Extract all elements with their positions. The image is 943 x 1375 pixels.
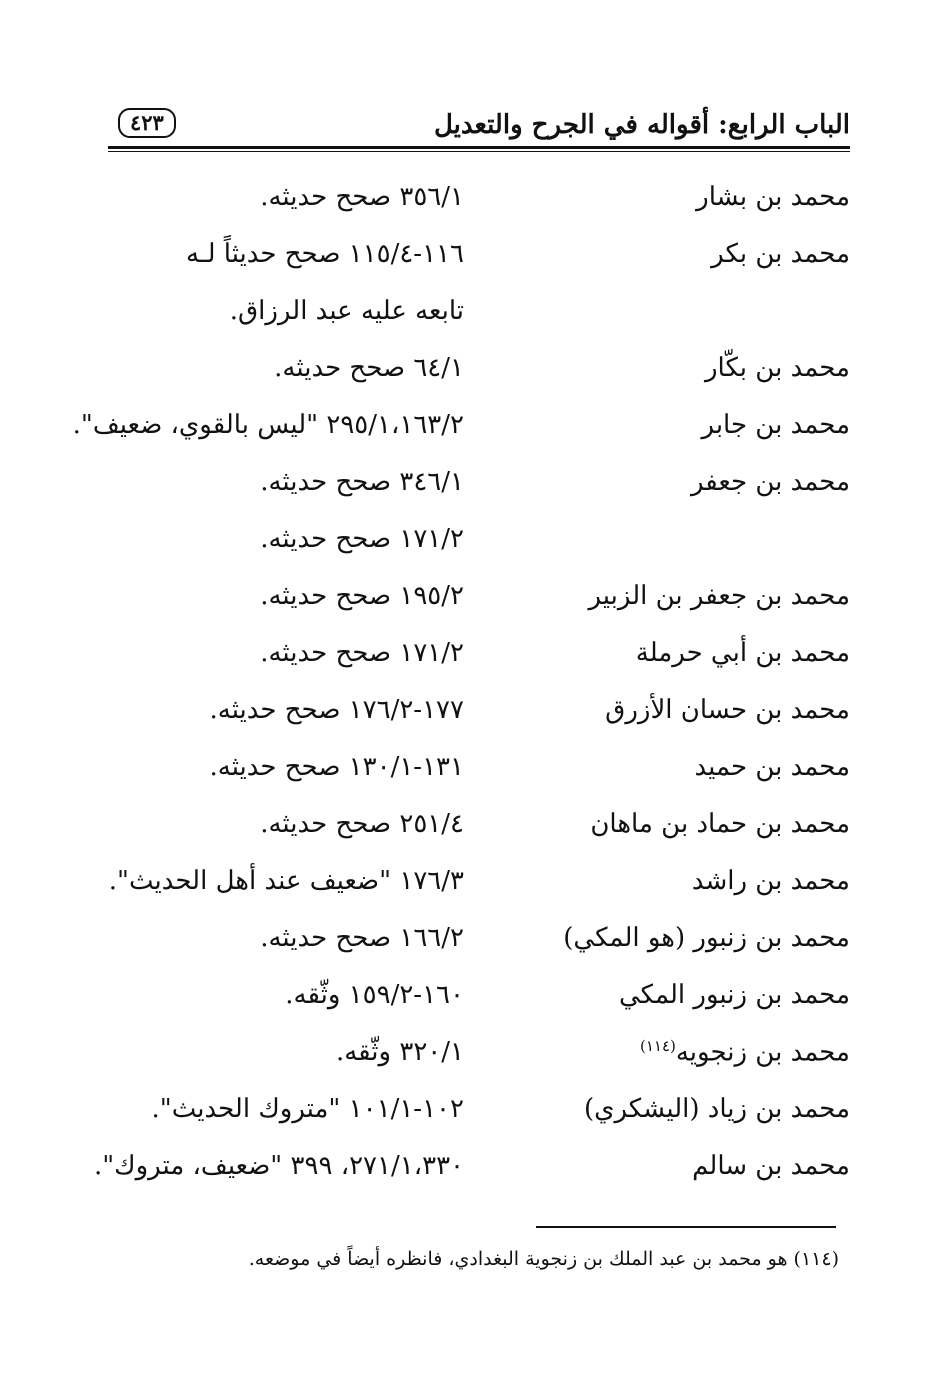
narrator-name: محمد بن راشد bbox=[691, 866, 850, 896]
narrator-reference: ١٦٦/٢ صحح حديثه. bbox=[260, 923, 464, 953]
narrator-reference: ١٣١-١٣٠/١ صحح حديثه. bbox=[209, 752, 464, 782]
narrator-reference: ١٧٧-١٧٦/٢ صحح حديثه. bbox=[209, 695, 464, 725]
narrator-name: محمد بن أبي حرملة bbox=[635, 638, 850, 668]
narrator-name bbox=[640, 1037, 850, 1068]
narrator-reference: ١٧٦/٣ "ضعيف عند أهل الحديث". bbox=[108, 866, 464, 896]
narrator-name: محمد بن سالم bbox=[692, 1151, 850, 1181]
narrator-reference: ٢٧١/١،٣٣٠، ٣٩٩ "ضعيف، متروك". bbox=[93, 1151, 464, 1181]
list-item bbox=[100, 923, 850, 979]
narrator-name: محمد بن حسان الأزرق bbox=[605, 695, 850, 725]
narrator-reference: ١٧١/٢ صحح حديثه. bbox=[260, 524, 464, 554]
narrator-name-text: محمد بن زنجويه bbox=[675, 1037, 850, 1068]
narrator-name: محمد بن جعفر bbox=[690, 467, 850, 497]
list-item bbox=[100, 239, 850, 295]
narrator-name: محمد بن بشار bbox=[696, 182, 850, 212]
list-item bbox=[100, 524, 850, 580]
list-item bbox=[100, 1037, 850, 1093]
narrator-reference: ١٩٥/٢ صحح حديثه. bbox=[260, 581, 464, 611]
narrator-name: محمد بن بكر bbox=[711, 239, 850, 269]
chapter-title: الباب الرابع: أقواله في الجرح والتعديل bbox=[433, 110, 850, 140]
narrator-name: محمد بن جابر bbox=[701, 410, 850, 440]
footnote-marker: (١١٤) bbox=[639, 1037, 676, 1055]
list-item bbox=[100, 809, 850, 865]
list-item bbox=[100, 638, 850, 694]
page-number-badge: ٤٢٣ bbox=[118, 108, 176, 138]
list-item bbox=[72, 410, 850, 466]
narrator-reference: ١٠٢-١٠١/١ "متروك الحديث". bbox=[151, 1094, 464, 1124]
narrator-name: محمد بن زنبور المكي bbox=[618, 980, 850, 1010]
footnote-rule bbox=[536, 1226, 836, 1228]
narrator-name: محمد بن زنبور (هو المكي) bbox=[563, 923, 850, 953]
narrator-reference: ٣٥٦/١ صحح حديثه. bbox=[260, 182, 464, 212]
narrator-reference: ٢٥١/٤ صحح حديثه. bbox=[260, 809, 464, 839]
list-item bbox=[100, 467, 850, 523]
narrator-reference: ١٧١/٢ صحح حديثه. bbox=[260, 638, 464, 668]
narrator-reference: ١١٦-١١٥/٤ صحح حديثاً لـه bbox=[186, 239, 464, 269]
narrator-reference: ١٦٠-١٥٩/٢ وثّقه. bbox=[285, 980, 464, 1010]
narrator-name: محمد بن بكّار bbox=[704, 353, 850, 383]
narrator-name: محمد بن زياد (اليشكري) bbox=[583, 1094, 850, 1124]
list-item bbox=[100, 353, 850, 409]
narrator-name: محمد بن جعفر بن الزبير bbox=[588, 581, 850, 611]
narrator-reference: تابعه عليه عبد الرزاق. bbox=[229, 296, 464, 326]
list-item bbox=[100, 296, 850, 352]
list-item bbox=[100, 581, 850, 637]
list-item bbox=[100, 752, 850, 808]
narrator-name: محمد بن حميد bbox=[694, 752, 850, 782]
list-item bbox=[100, 866, 850, 922]
narrator-reference: ٣٢٠/١ وثّقه. bbox=[335, 1037, 464, 1067]
list-item bbox=[93, 1151, 850, 1207]
list-item bbox=[100, 182, 850, 238]
narrator-name: محمد بن حماد بن ماهان bbox=[590, 809, 850, 839]
footnote: (١١٤) هو محمد بن عبد الملك بن زنجوية البغدادي، فانظره أيضاً في موضعه. bbox=[248, 1248, 839, 1270]
header-rule bbox=[108, 146, 850, 152]
narrator-reference: ٦٤/١ صحح حديثه. bbox=[274, 353, 464, 383]
running-header bbox=[108, 104, 850, 148]
list-item bbox=[100, 980, 850, 1036]
list-item bbox=[100, 1094, 850, 1150]
list-item bbox=[100, 695, 850, 751]
narrator-reference: ٣٤٦/١ صحح حديثه. bbox=[260, 467, 464, 497]
narrator-reference: ٢٩٥/١،١٦٣/٢ "ليس بالقوي، ضعيف". bbox=[72, 410, 464, 440]
